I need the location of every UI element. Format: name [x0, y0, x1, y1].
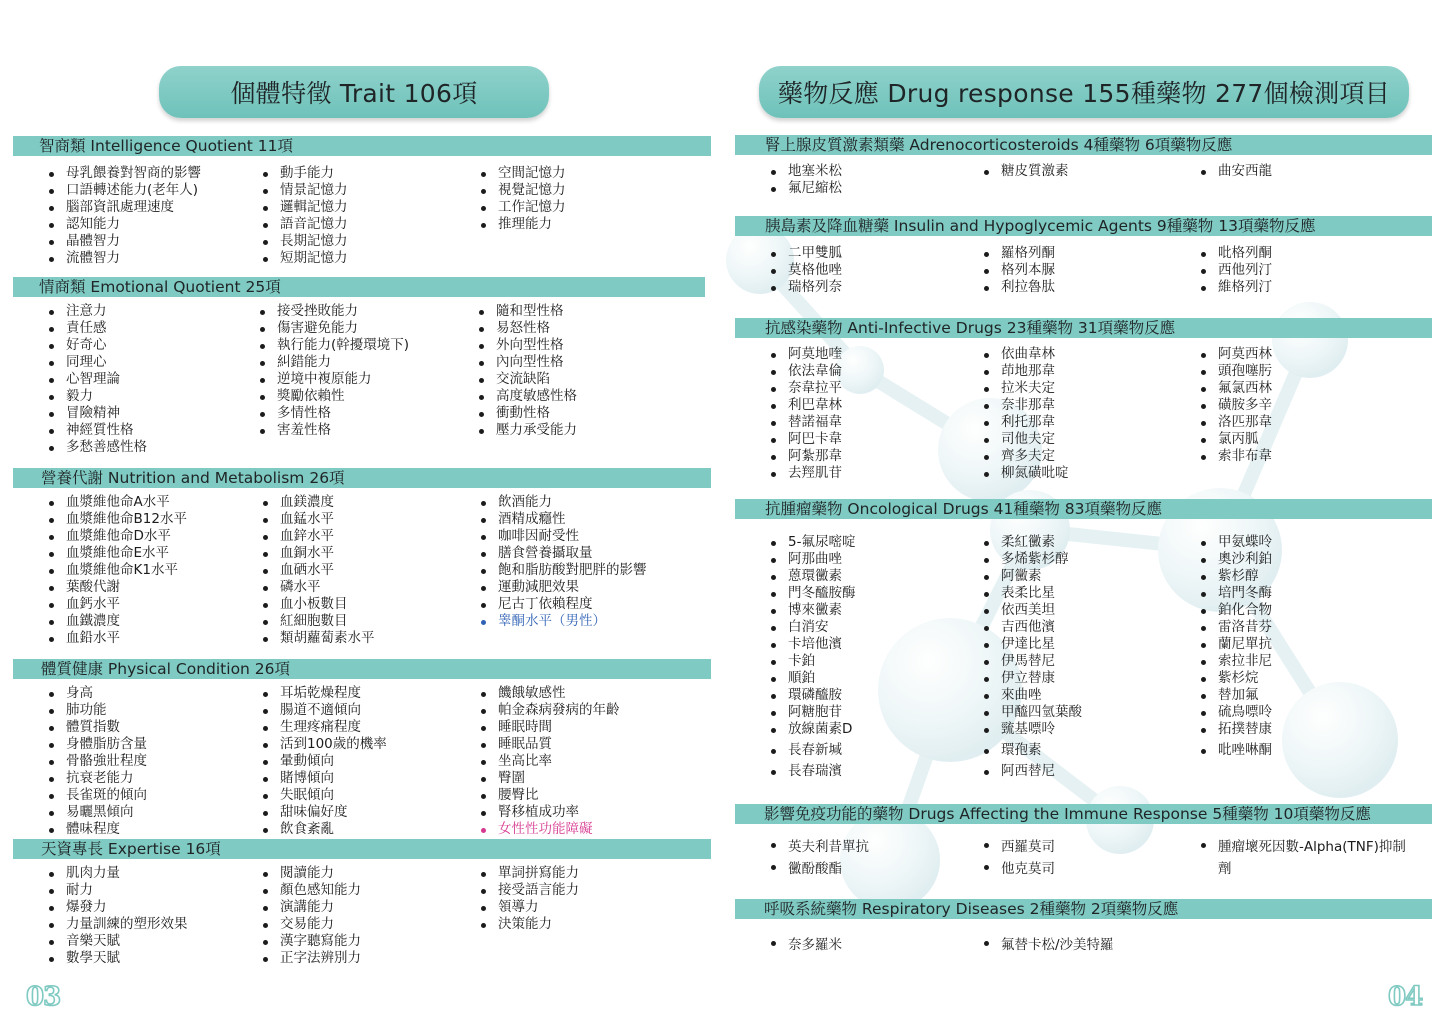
- list-item: 白消安: [769, 619, 856, 636]
- left-page: [0, 0, 722, 1022]
- list-item: 推理能力: [479, 216, 566, 233]
- list-item: 隨和型性格: [477, 303, 577, 320]
- list-item: 飽和脂肪酸對肥胖的影響: [479, 562, 647, 579]
- list-item: 甲氨蝶呤: [1199, 534, 1272, 551]
- list-item: 地塞米松: [769, 163, 842, 180]
- list-item: 腫瘤壞死因數-Alpha(TNF)抑制劑: [1199, 836, 1408, 880]
- list-item: 口語轉述能力(老年人): [47, 182, 201, 199]
- list-item: 奧沙利鉑: [1199, 551, 1272, 568]
- list-column-1: [769, 163, 842, 197]
- list-item: 睡眠時間: [479, 719, 620, 736]
- list-item: 流體智力: [47, 250, 201, 267]
- list-column-2: [982, 346, 1069, 482]
- list-item: 多烯紫杉醇: [982, 551, 1082, 568]
- list-item: 好奇心: [47, 337, 147, 354]
- list-item: 血漿維他命E水平: [47, 545, 187, 562]
- list-item: 肌肉力量: [47, 865, 188, 882]
- list-item: 傷害避免能力: [258, 320, 409, 337]
- list-column-3: [479, 685, 620, 838]
- list-item: 交流缺陷: [477, 371, 577, 388]
- list-item: 體味程度: [47, 821, 147, 838]
- list-item: 依西美坦: [982, 602, 1082, 619]
- list-item: 雷洛昔芬: [1199, 619, 1272, 636]
- list-item: 磷水平: [261, 579, 375, 596]
- list-column-1: [769, 934, 842, 956]
- list-item: 領導力: [479, 899, 579, 916]
- list-item: 暈動傾向: [261, 753, 387, 770]
- list-item: 酒精成癮性: [479, 511, 647, 528]
- list-column-2: [261, 865, 361, 967]
- list-column-3: [479, 865, 579, 933]
- section-title-expertise: 天資專長 Expertise 16項: [13, 839, 711, 859]
- list-item: 耳垢乾燥程度: [261, 685, 387, 702]
- list-item: 腰臀比: [479, 787, 620, 804]
- list-item: 飲酒能力: [479, 494, 647, 511]
- list-item: 門冬醯胺酶: [769, 585, 856, 602]
- list-item: 長期記憶力: [261, 233, 348, 250]
- list-item: 毅力: [47, 388, 147, 405]
- list-item: 依曲韋林: [982, 346, 1069, 363]
- list-item: 奈韋拉平: [769, 380, 842, 397]
- list-item: 伊達比星: [982, 636, 1082, 653]
- section-title-anti-infective: 抗感染藥物 Anti-Infective Drugs 23種藥物 31項藥物反應: [735, 318, 1432, 338]
- list-item: 拓撲替康: [1199, 721, 1272, 738]
- list-column-2: [261, 685, 387, 838]
- list-column-3: [479, 494, 647, 630]
- list-item: 阿黴素: [982, 568, 1082, 585]
- list-item: 巰基嘌呤: [982, 721, 1082, 738]
- list-item: 長春新堿: [769, 742, 856, 759]
- list-item: 注意力: [47, 303, 147, 320]
- list-item: 數學天賦: [47, 950, 188, 967]
- list-item: 柳氮磺吡啶: [982, 465, 1069, 482]
- list-column-1: [47, 865, 188, 967]
- list-item: 阿莫西林: [1199, 346, 1272, 363]
- section-title-respiratory: 呼吸系統藥物 Respiratory Diseases 2種藥物 2項藥物反應: [735, 899, 1432, 919]
- list-item: 決策能力: [479, 916, 579, 933]
- list-item: 多情性格: [258, 405, 409, 422]
- section-title-immune: 影響免疫功能的藥物 Drugs Affecting the Immune Response 5種藥物 10項藥物反應: [735, 804, 1432, 824]
- drug-response-banner-title: 藥物反應 Drug response 155種藥物 277個檢測項目: [777, 79, 1391, 108]
- list-item: 紫杉醇: [1199, 568, 1272, 585]
- list-item: 坐高比率: [479, 753, 620, 770]
- list-item: 血錳水平: [261, 511, 375, 528]
- list-item: 二甲雙胍: [769, 245, 842, 262]
- list-item: 氟氯西林: [1199, 380, 1272, 397]
- list-item: 飲食紊亂: [261, 821, 387, 838]
- list-item: 阿巴卡韋: [769, 431, 842, 448]
- list-column-2: [258, 303, 409, 439]
- section-title-physical: 體質健康 Physical Condition 26項: [13, 659, 711, 679]
- list-item: 易曬黑傾向: [47, 804, 147, 821]
- list-item: 奈多羅米: [769, 934, 842, 956]
- list-item: 阿糖胞苷: [769, 704, 856, 721]
- list-column-2: [982, 934, 1114, 956]
- list-column-3: [1199, 346, 1272, 465]
- section-title-adrenocorticosteroids: 腎上腺皮質激素類藥 Adrenocorticosteroids 4種藥物 6項藥物反應: [735, 135, 1432, 155]
- trait-banner: [159, 66, 549, 118]
- list-column-1: [769, 534, 856, 780]
- list-item: 洛匹那韋: [1199, 414, 1272, 431]
- list-item: 語音記憶力: [261, 216, 348, 233]
- section-title-intelligence: 智商類 Intelligence Quotient 11項: [13, 136, 711, 156]
- list-column-1: [47, 303, 147, 456]
- list-item: 他克莫司: [982, 858, 1055, 880]
- list-item: 體質指數: [47, 719, 147, 736]
- list-item: 睡眠品質: [479, 736, 620, 753]
- list-item: 吉西他濱: [982, 619, 1082, 636]
- list-item: 茚地那韋: [982, 363, 1069, 380]
- list-item: 黴酚酸酯: [769, 858, 869, 880]
- list-item: 替加氟: [1199, 687, 1272, 704]
- list-column-3: [477, 303, 577, 439]
- list-item: 工作記憶力: [479, 199, 566, 216]
- list-item: 紅細胞數目: [261, 613, 375, 630]
- list-item: 肺功能: [47, 702, 147, 719]
- list-item: 硫鳥嘌呤: [1199, 704, 1272, 721]
- list-item: 柔紅黴素: [982, 534, 1082, 551]
- list-item: 尼古丁依賴程度: [479, 596, 647, 613]
- list-item: 阿紮那韋: [769, 448, 842, 465]
- list-item: 生理疼痛程度: [261, 719, 387, 736]
- list-item: 身體脂肪含量: [47, 736, 147, 753]
- list-item: 曲安西龍: [1199, 163, 1272, 180]
- list-item: 血小板數目: [261, 596, 375, 613]
- list-item: 顏色感知能力: [261, 882, 361, 899]
- list-item: 母乳餵養對智商的影響: [47, 165, 201, 182]
- list-item: 血銅水平: [261, 545, 375, 562]
- list-item: 交易能力: [261, 916, 361, 933]
- list-item: 鉑化合物: [1199, 602, 1272, 619]
- list-item: 接受語言能力: [479, 882, 579, 899]
- list-item: 索非布韋: [1199, 448, 1272, 465]
- list-item: 血鎂濃度: [261, 494, 375, 511]
- list-item: 5-氟尿嘧啶: [769, 534, 856, 551]
- list-item: 羅格列酮: [982, 245, 1055, 262]
- list-item: 阿那曲唑: [769, 551, 856, 568]
- list-item: 咖啡因耐受性: [479, 528, 647, 545]
- list-item: 氯丙胍: [1199, 431, 1272, 448]
- list-item: 紫杉烷: [1199, 670, 1272, 687]
- list-item: 阿西替尼: [982, 763, 1082, 780]
- list-item: 單詞拼寫能力: [479, 865, 579, 882]
- list-item: 神經質性格: [47, 422, 147, 439]
- list-item: 順鉑: [769, 670, 856, 687]
- list-item: 血鋅水平: [261, 528, 375, 545]
- list-item: 長雀斑的傾向: [47, 787, 147, 804]
- list-item: 冒險精神: [47, 405, 147, 422]
- list-column-2: [982, 836, 1055, 880]
- right-page: [722, 0, 1445, 1022]
- list-item: 音樂天賦: [47, 933, 188, 950]
- list-item: 糖皮質激素: [982, 163, 1069, 180]
- list-item: 氟尼縮松: [769, 180, 842, 197]
- list-item: 抗衰老能力: [47, 770, 147, 787]
- list-item: 逆境中複原能力: [258, 371, 409, 388]
- list-item: 演講能力: [261, 899, 361, 916]
- list-column-1: [769, 346, 842, 482]
- list-item: 正字法辨別力: [261, 950, 361, 967]
- list-item: 利托那韋: [982, 414, 1069, 431]
- list-item: 伊馬替尼: [982, 653, 1082, 670]
- list-item: 博來黴素: [769, 602, 856, 619]
- list-item: 西他列汀: [1199, 262, 1272, 279]
- list-item: 司他夫定: [982, 431, 1069, 448]
- list-item: 格列本脲: [982, 262, 1055, 279]
- list-item: 甲醯四氫葉酸: [982, 704, 1082, 721]
- list-item: 責任感: [47, 320, 147, 337]
- list-item: 動手能力: [261, 165, 348, 182]
- section-title-oncological: 抗腫瘤藥物 Oncological Drugs 41種藥物 83項藥物反應: [735, 499, 1432, 519]
- list-item: 易怒性格: [477, 320, 577, 337]
- list-item: 類胡蘿蔔素水平: [261, 630, 375, 647]
- list-column-2: [261, 494, 375, 647]
- list-item: 運動減肥效果: [479, 579, 647, 596]
- list-item: 血漿維他命D水平: [47, 528, 187, 545]
- list-item: 奈非那韋: [982, 397, 1069, 414]
- list-item: 蒽環黴素: [769, 568, 856, 585]
- list-item: 索拉非尼: [1199, 653, 1272, 670]
- list-item: 替諾福韋: [769, 414, 842, 431]
- list-item: 血硒水平: [261, 562, 375, 579]
- list-item: 血漿維他命K1水平: [47, 562, 187, 579]
- list-item: 糾錯能力: [258, 354, 409, 371]
- list-item: 卡鉑: [769, 653, 856, 670]
- list-item: 利巴韋林: [769, 397, 842, 414]
- page-number: 03: [26, 982, 61, 1012]
- list-item: 力量訓練的塑形效果: [47, 916, 188, 933]
- list-item: 賭博傾向: [261, 770, 387, 787]
- list-item: 高度敏感性格: [477, 388, 577, 405]
- list-item: 齊多夫定: [982, 448, 1069, 465]
- list-item: 血鐵濃度: [47, 613, 187, 630]
- page-number: 04: [1388, 982, 1423, 1012]
- section-title-insulin: 胰島素及降血糖藥 Insulin and Hypoglycemic Agents 9種藥物 13項藥物反應: [735, 216, 1432, 236]
- list-item: 視覺記憶力: [479, 182, 566, 199]
- list-item: 血鉛水平: [47, 630, 187, 647]
- list-item: 接受挫敗能力: [258, 303, 409, 320]
- list-item: 英夫利昔單抗: [769, 836, 869, 858]
- list-item: 同理心: [47, 354, 147, 371]
- list-item: 伊立替康: [982, 670, 1082, 687]
- list-column-1: [47, 494, 187, 647]
- list-item: 身高: [47, 685, 147, 702]
- list-item: 內向型性格: [477, 354, 577, 371]
- list-item: 莫格他唑: [769, 262, 842, 279]
- list-item: 瑞格列奈: [769, 279, 842, 296]
- list-item: 環孢素: [982, 742, 1082, 759]
- list-item: 腦部資訊處理速度: [47, 199, 201, 216]
- list-item: 環磷醯胺: [769, 687, 856, 704]
- list-item: 情景記憶力: [261, 182, 348, 199]
- list-item: 邏輯記憶力: [261, 199, 348, 216]
- list-item: 氟替卡松/沙美特羅: [982, 934, 1114, 956]
- list-item: 衝動性格: [477, 405, 577, 422]
- list-item: 臀圍: [479, 770, 620, 787]
- list-column-3: [1199, 245, 1272, 296]
- list-column-1: [47, 165, 201, 267]
- list-item: 卡培他濱: [769, 636, 856, 653]
- list-column-3: [1199, 836, 1408, 880]
- list-item: 利拉魯肽: [982, 279, 1055, 296]
- list-item: 蘭尼單抗: [1199, 636, 1272, 653]
- list-item: 短期記憶力: [261, 250, 348, 267]
- list-column-1: [769, 245, 842, 296]
- list-item: 失眠傾向: [261, 787, 387, 804]
- list-column-1: [47, 685, 147, 838]
- list-item: 磺胺多辛: [1199, 397, 1272, 414]
- list-item: 腎移植成功率: [479, 804, 620, 821]
- list-item: 骨骼強壯程度: [47, 753, 147, 770]
- list-item: 認知能力: [47, 216, 201, 233]
- list-item: 葉酸代謝: [47, 579, 187, 596]
- list-item: 血漿維他命A水平: [47, 494, 187, 511]
- list-item: 活到100歲的機率: [261, 736, 387, 753]
- list-item: 帕金森病發病的年齡: [479, 702, 620, 719]
- list-item: 壓力承受能力: [477, 422, 577, 439]
- list-item: 表柔比星: [982, 585, 1082, 602]
- list-item: 來曲唑: [982, 687, 1082, 704]
- list-item: 睾酮水平（男性）: [479, 613, 647, 630]
- section-title-emotional: 情商類 Emotional Quotient 25項: [13, 277, 705, 297]
- section-title-nutrition: 營養代謝 Nutrition and Metabolism 26項: [13, 468, 711, 488]
- list-item: 放線菌素D: [769, 721, 856, 738]
- list-column-3: [479, 165, 566, 233]
- list-item: 心智理論: [47, 371, 147, 388]
- list-item: 西羅莫司: [982, 836, 1055, 858]
- list-item: 腸道不適傾向: [261, 702, 387, 719]
- list-item: 閱讀能力: [261, 865, 361, 882]
- list-column-2: [982, 534, 1082, 780]
- list-item: 吡唑啉酮: [1199, 742, 1272, 759]
- list-item: 吡格列酮: [1199, 245, 1272, 262]
- list-item: 膳食營養攝取量: [479, 545, 647, 562]
- list-item: 培門冬酶: [1199, 585, 1272, 602]
- list-item: 阿莫地喹: [769, 346, 842, 363]
- list-item: 晶體智力: [47, 233, 201, 250]
- list-column-1: [769, 836, 869, 880]
- list-item: 外向型性格: [477, 337, 577, 354]
- list-column-2: [261, 165, 348, 267]
- list-item: 頭孢噻肟: [1199, 363, 1272, 380]
- list-item: 甜味偏好度: [261, 804, 387, 821]
- list-item: 饑餓敏感性: [479, 685, 620, 702]
- drug-response-banner: [759, 66, 1409, 118]
- list-column-2: [982, 163, 1069, 180]
- trait-banner-title: 個體特徵 Trait 106項: [230, 79, 478, 108]
- list-item: 耐力: [47, 882, 188, 899]
- list-item: 獎勵依賴性: [258, 388, 409, 405]
- list-item: 血鈣水平: [47, 596, 187, 613]
- list-item: 血漿維他命B12水平: [47, 511, 187, 528]
- list-item: 害羞性格: [258, 422, 409, 439]
- list-item: 依法韋倫: [769, 363, 842, 380]
- list-item: 維格列汀: [1199, 279, 1272, 296]
- list-column-3: [1199, 534, 1272, 759]
- list-item: 女性性功能障礙: [479, 821, 620, 838]
- list-item: 多愁善感性格: [47, 439, 147, 456]
- list-item: 爆發力: [47, 899, 188, 916]
- list-item: 去羥肌苷: [769, 465, 842, 482]
- list-column-3: [1199, 163, 1272, 180]
- list-item: 長春瑞濱: [769, 763, 856, 780]
- list-item: 漢字聽寫能力: [261, 933, 361, 950]
- list-column-2: [982, 245, 1055, 296]
- list-item: 空間記憶力: [479, 165, 566, 182]
- list-item: 執行能力(幹擾環境下): [258, 337, 409, 354]
- list-item: 拉米夫定: [982, 380, 1069, 397]
